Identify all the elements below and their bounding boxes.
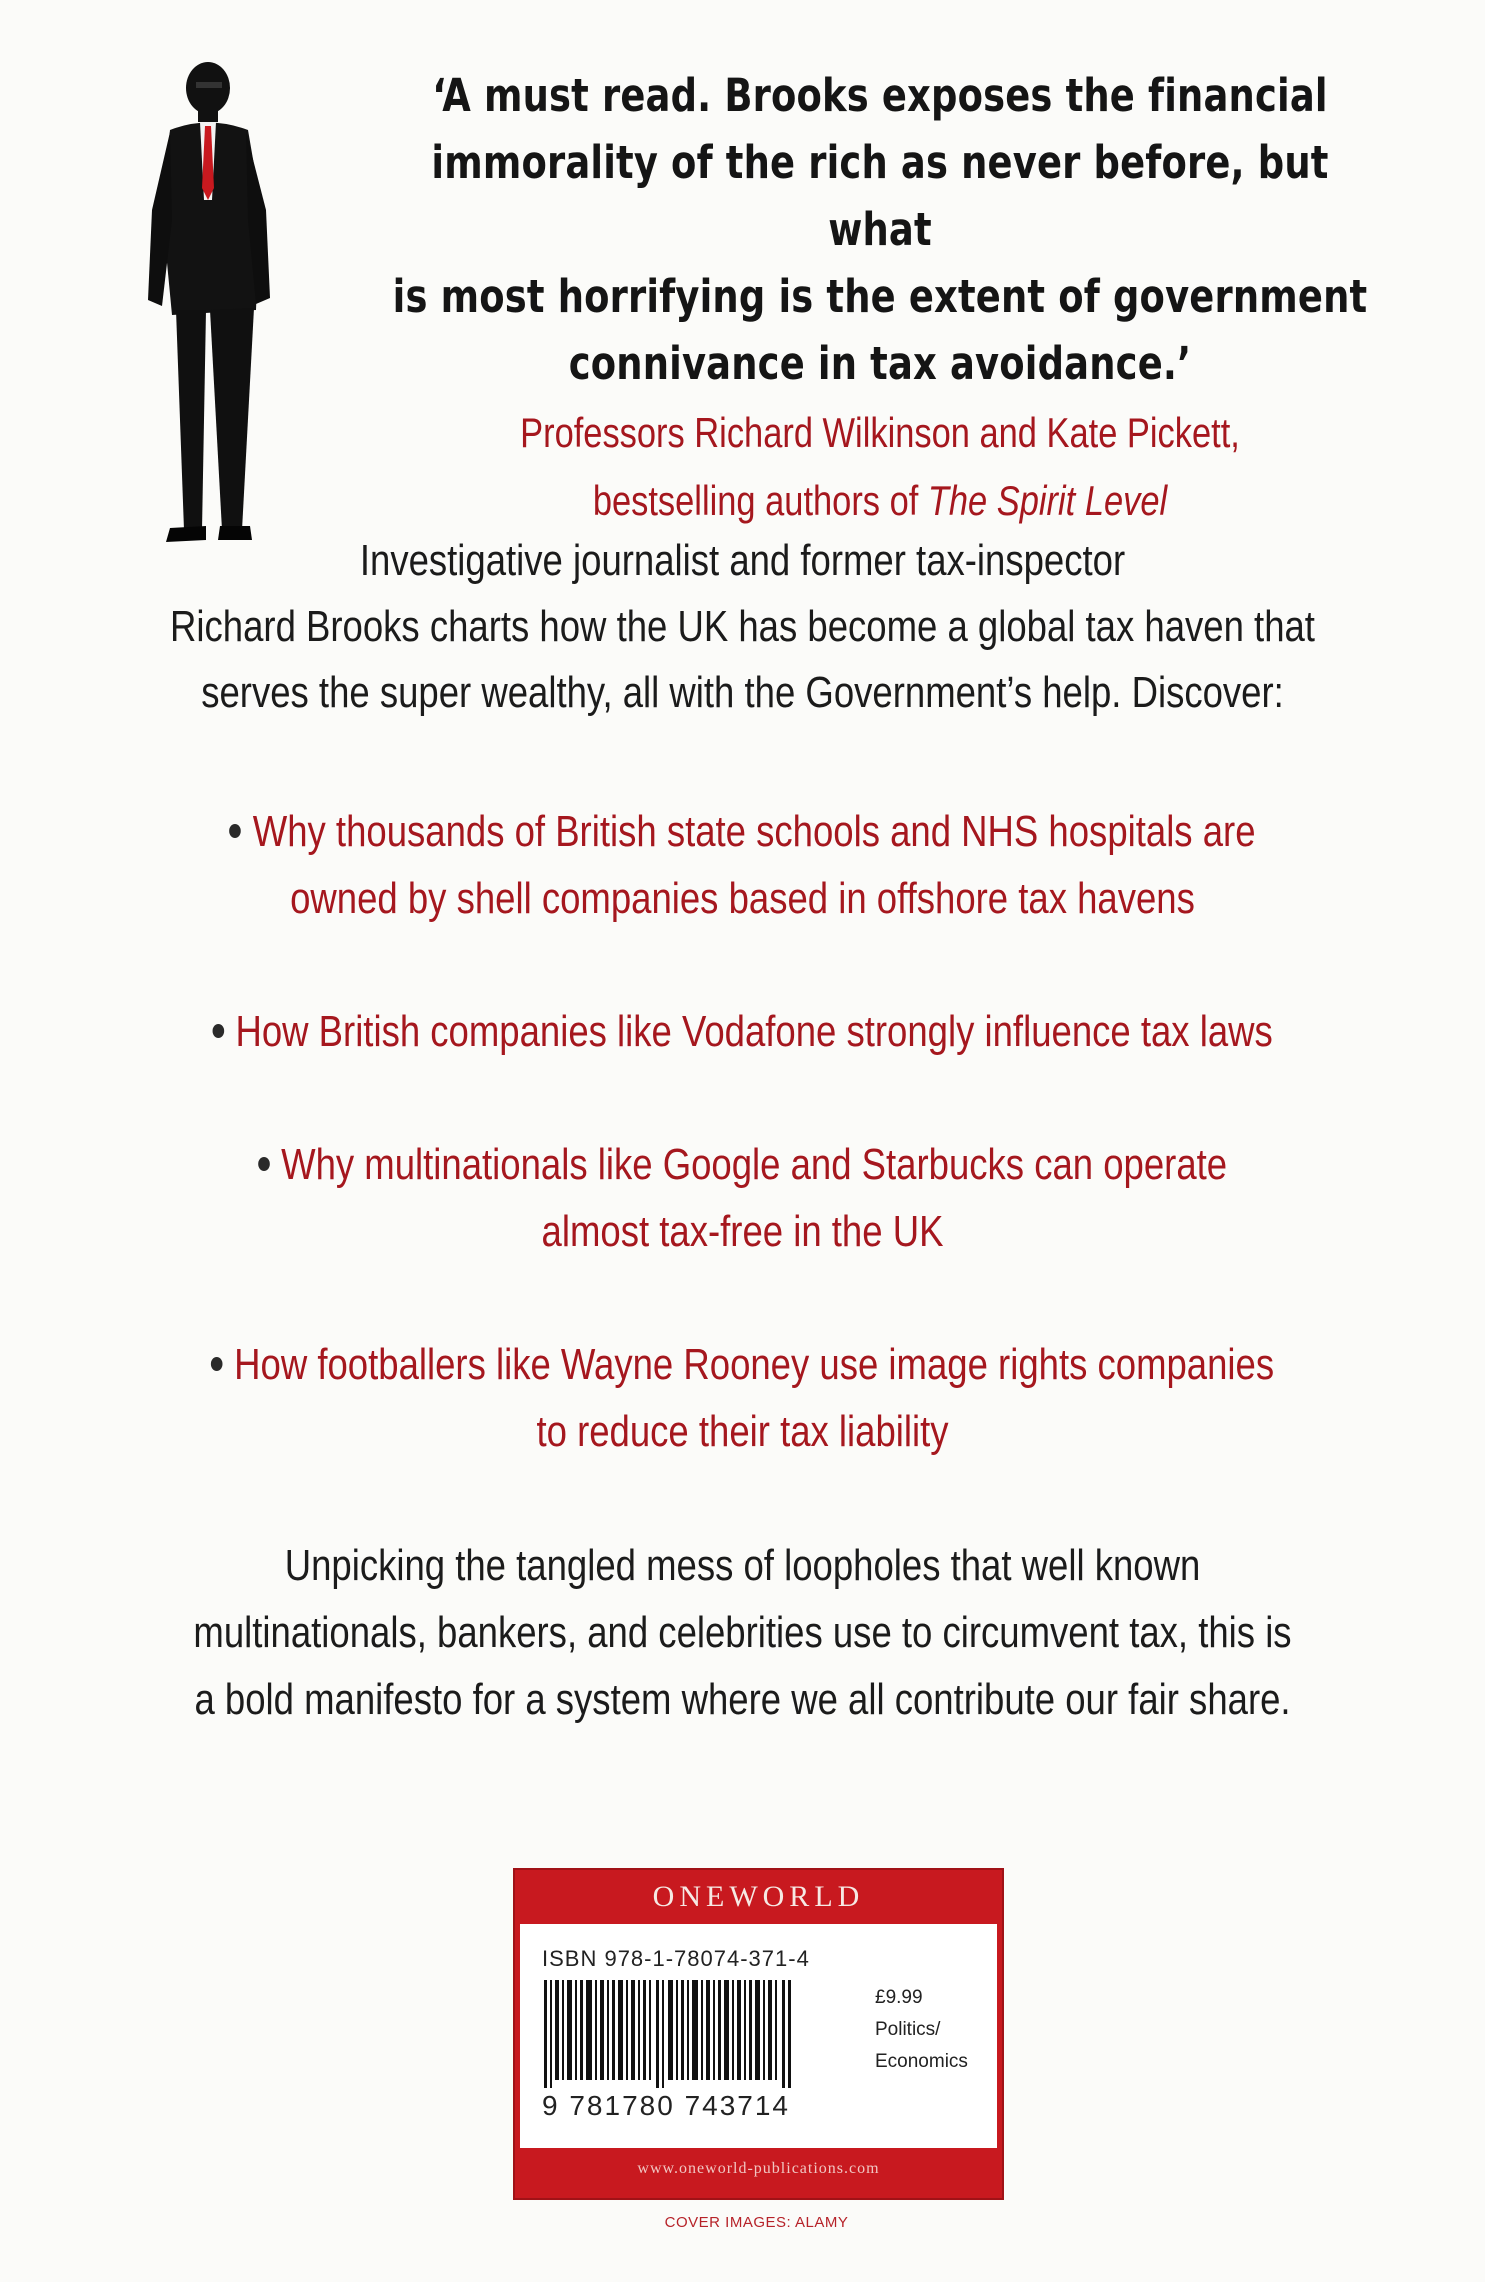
bullet-line: How footballers like Wayne Rooney use image rights companies — [234, 1340, 1275, 1389]
bullet-line: Why multinationals like Google and Starbucks can operate — [281, 1140, 1228, 1189]
bullet-line: Why thousands of British state schools and NHS hospitals are — [252, 807, 1256, 856]
category-text: Politics/ — [875, 2019, 941, 2040]
price-info — [875, 1982, 968, 2078]
price-text: £9.99 — [875, 1987, 923, 2008]
bullet-item — [60, 798, 1425, 932]
outro-line: a bold manifesto for a system where we all contribute our fair share. — [194, 1675, 1291, 1724]
quote-line: connivance in tax avoidance.’ — [568, 337, 1192, 390]
barcode-panel — [520, 1924, 997, 2148]
publisher-logo: ONEWORLD — [652, 1880, 865, 1913]
bullet-line: almost tax-free in the UK — [541, 1207, 944, 1256]
bullet-item — [60, 1331, 1425, 1465]
bullet-item — [60, 1131, 1425, 1265]
endorsement-attribution — [380, 399, 1380, 535]
category-text: Economics — [875, 2051, 968, 2072]
endorsement-block — [380, 62, 1380, 535]
bullet-item — [60, 998, 1425, 1065]
outro-line: multinationals, bankers, and celebrities use to circumvent tax, this is — [193, 1608, 1292, 1657]
bullet-line: to reduce their tax liability — [536, 1407, 949, 1456]
closing-paragraph — [60, 1532, 1425, 1733]
bullet-line: How British companies like Vodafone strongly influence tax laws — [235, 1007, 1273, 1056]
bullet-dot-icon — [211, 1357, 223, 1371]
ean-number: 9 781780 743714 — [542, 2090, 790, 2121]
attribution-prefix: bestselling authors of — [592, 477, 928, 524]
publisher-website: www.oneworld-publications.com — [637, 2160, 880, 2177]
quote-line: is most horrifying is the extent of government — [392, 270, 1368, 323]
attribution-line: Professors Richard Wilkinson and Kate Pickett, — [520, 409, 1240, 456]
book-title: The Spirit Level — [927, 477, 1168, 524]
bullet-dot-icon — [258, 1157, 270, 1171]
intro-line: serves the super wealthy, all with the Government’s help. Discover: — [201, 668, 1284, 717]
image-credit: COVER IMAGES: ALAMY — [664, 2214, 849, 2231]
intro-line: Investigative journalist and former tax-inspector — [359, 536, 1126, 585]
intro-line: Richard Brooks charts how the UK has become a global tax haven that — [170, 602, 1315, 651]
outro-line: Unpicking the tangled mess of loopholes that well known — [284, 1541, 1201, 1590]
attribution-line — [380, 467, 1380, 535]
quote-line: immorality of the rich as never before, but what — [431, 136, 1329, 256]
isbn-text: ISBN 978-1-78074-371-4 — [542, 1946, 810, 1971]
balaclava-man-illustration — [110, 60, 290, 550]
bullet-line: owned by shell companies based in offshore tax havens — [290, 874, 1195, 923]
bullet-dot-icon — [212, 1024, 224, 1038]
bullet-dot-icon — [229, 824, 241, 838]
endorsement-quote — [380, 62, 1380, 397]
intro-paragraph — [60, 528, 1425, 726]
publisher-barcode-box — [513, 1868, 1004, 2200]
barcode-icon — [544, 1980, 794, 2088]
quote-line: ‘A must read. Brooks exposes the financial — [432, 69, 1328, 122]
